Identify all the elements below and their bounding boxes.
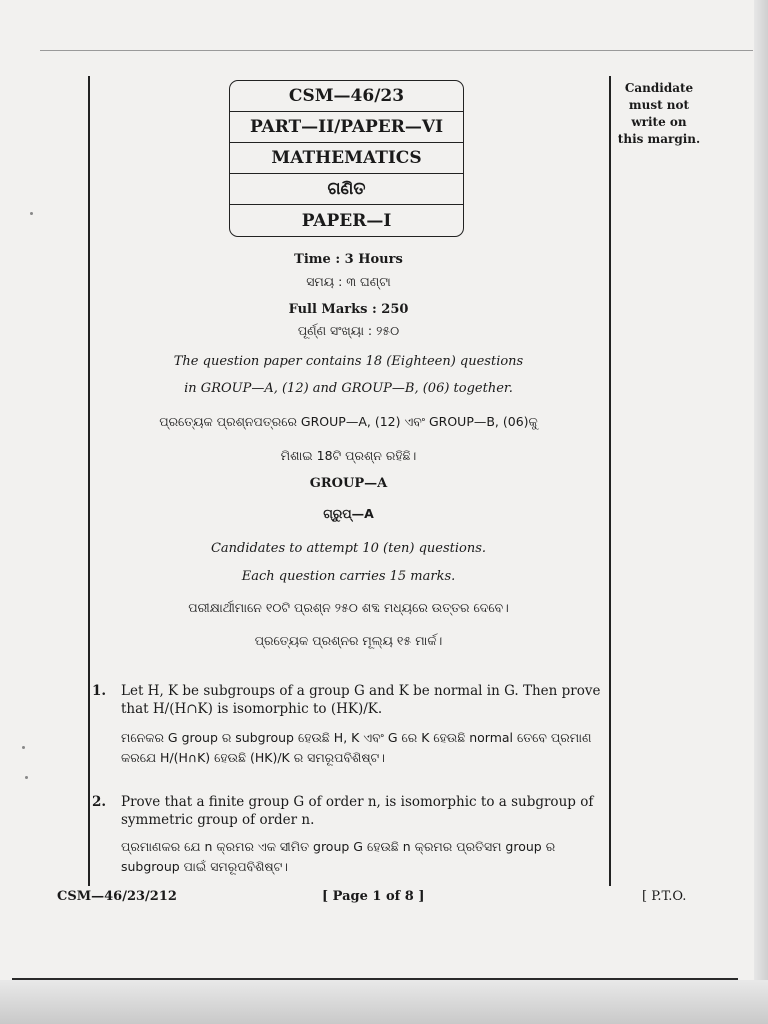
attempt-instruction: Candidates to attempt 10 (ten) questions. (210, 541, 487, 556)
right-margin-line (609, 76, 611, 886)
bottom-border-line (12, 978, 738, 980)
margin-note-line: must not (628, 98, 690, 112)
question-text-odia: ପ୍ରମାଣକର ଯେ n କ୍ରମର ଏକ ସୀମିତ group G ହେଉଛି n କ୍ରମର ପ୍ରତିସମ group ର subgroup ପାଇଁ ସମରୂପବିଶିଷ୍ଟ। (121, 839, 556, 874)
scan-speck (25, 776, 28, 779)
question-number: 2. (92, 794, 107, 810)
question-text: Prove that a finite group G of order n, is isomorphic to a subgroup of symmetric group of order n. (121, 794, 594, 828)
left-margin-line (88, 76, 90, 886)
scan-shadow (0, 980, 768, 1024)
group-heading-odia: ଗ୍ରୁପ୍—A (323, 506, 374, 521)
group-heading: GROUP—A (309, 476, 388, 491)
instruction-odia-1: ପ୍ରତ୍ୟେକ ପ୍ରଶ୍ନପତ୍ରରେ GROUP—A, (12) ଏବଂ GROUP—B, (06)କୁ (159, 414, 538, 429)
subject-title-odia: ଗଣିତ (230, 174, 463, 205)
instruction-odia-2: ମିଶାଇ 18ଟି ପ୍ରଶ୍ନ ରହିଛି। (280, 448, 417, 463)
question-1 (92, 682, 607, 768)
marks-instruction-odia: ପ୍ରତ୍ୟେକ ପ୍ରଶ୍ନର ମୂଲ୍ୟ ୧୫ ମାର୍କ। (254, 633, 443, 648)
marks-label-odia: ପୂର୍ଣ୍ଣ ସଂଖ୍ୟା : ୨୫୦ (297, 323, 400, 338)
top-border-line (40, 50, 753, 51)
question-2 (92, 793, 607, 877)
paper-code: CSM—46/23 (230, 81, 463, 112)
marks-instruction: Each question carries 15 marks. (241, 569, 456, 584)
scan-edge (754, 0, 768, 1024)
instruction-line-1: The question paper contains 18 (Eighteen) questions (173, 354, 524, 369)
subject-title: MATHEMATICS (230, 143, 463, 174)
instruction-line-2: in GROUP—A, (12) and GROUP—B, (06) together. (184, 381, 513, 396)
question-number: 1. (92, 683, 107, 699)
question-text: Let H, K be subgroups of a group G and K be normal in G. Then prove that H/(H∩K) is isomorphic to (HK)/K. (121, 683, 601, 717)
time-label-odia: ସମୟ : ୩ ଘଣ୍ଟା (306, 274, 391, 289)
paper-part: PART—II/PAPER—VI (230, 112, 463, 143)
scan-speck (30, 212, 33, 215)
margin-note-line: Candidate (624, 81, 694, 95)
margin-note-line: write on (631, 115, 687, 129)
margin-note-line: this margin. (617, 132, 701, 146)
time-label: Time : 3 Hours (294, 252, 403, 267)
footer-paper-code: CSM—46/23/212 (57, 889, 177, 904)
scan-speck (22, 746, 25, 749)
footer-page-number: [ Page 1 of 8 ] (322, 889, 425, 904)
paper-number: PAPER—I (301, 210, 392, 231)
paper-title-box (229, 80, 464, 237)
margin-note (614, 80, 704, 148)
marks-label: Full Marks : 250 (288, 302, 409, 317)
question-text-odia: ମନେକର G group ର subgroup ହେଉଛି H, K ଏବଂ G ରେ K ହେଉଛି normal ତେବେ ପ୍ରମାଣ କରଯେ H/(H∩K) ହେଉଛି (HK)/K ର ସମରୂପବିଶିଷ୍ଟ। (121, 730, 592, 765)
attempt-instruction-odia: ପରୀକ୍ଷାର୍ଥୀମାନେ ୧୦ଟି ପ୍ରଶ୍ନ ୨୫୦ ଶବ୍ଦ ମଧ୍ୟରେ ଉତ୍ତର ଦେବେ। (188, 600, 509, 615)
footer-pto: [ P.T.O. (642, 889, 687, 904)
